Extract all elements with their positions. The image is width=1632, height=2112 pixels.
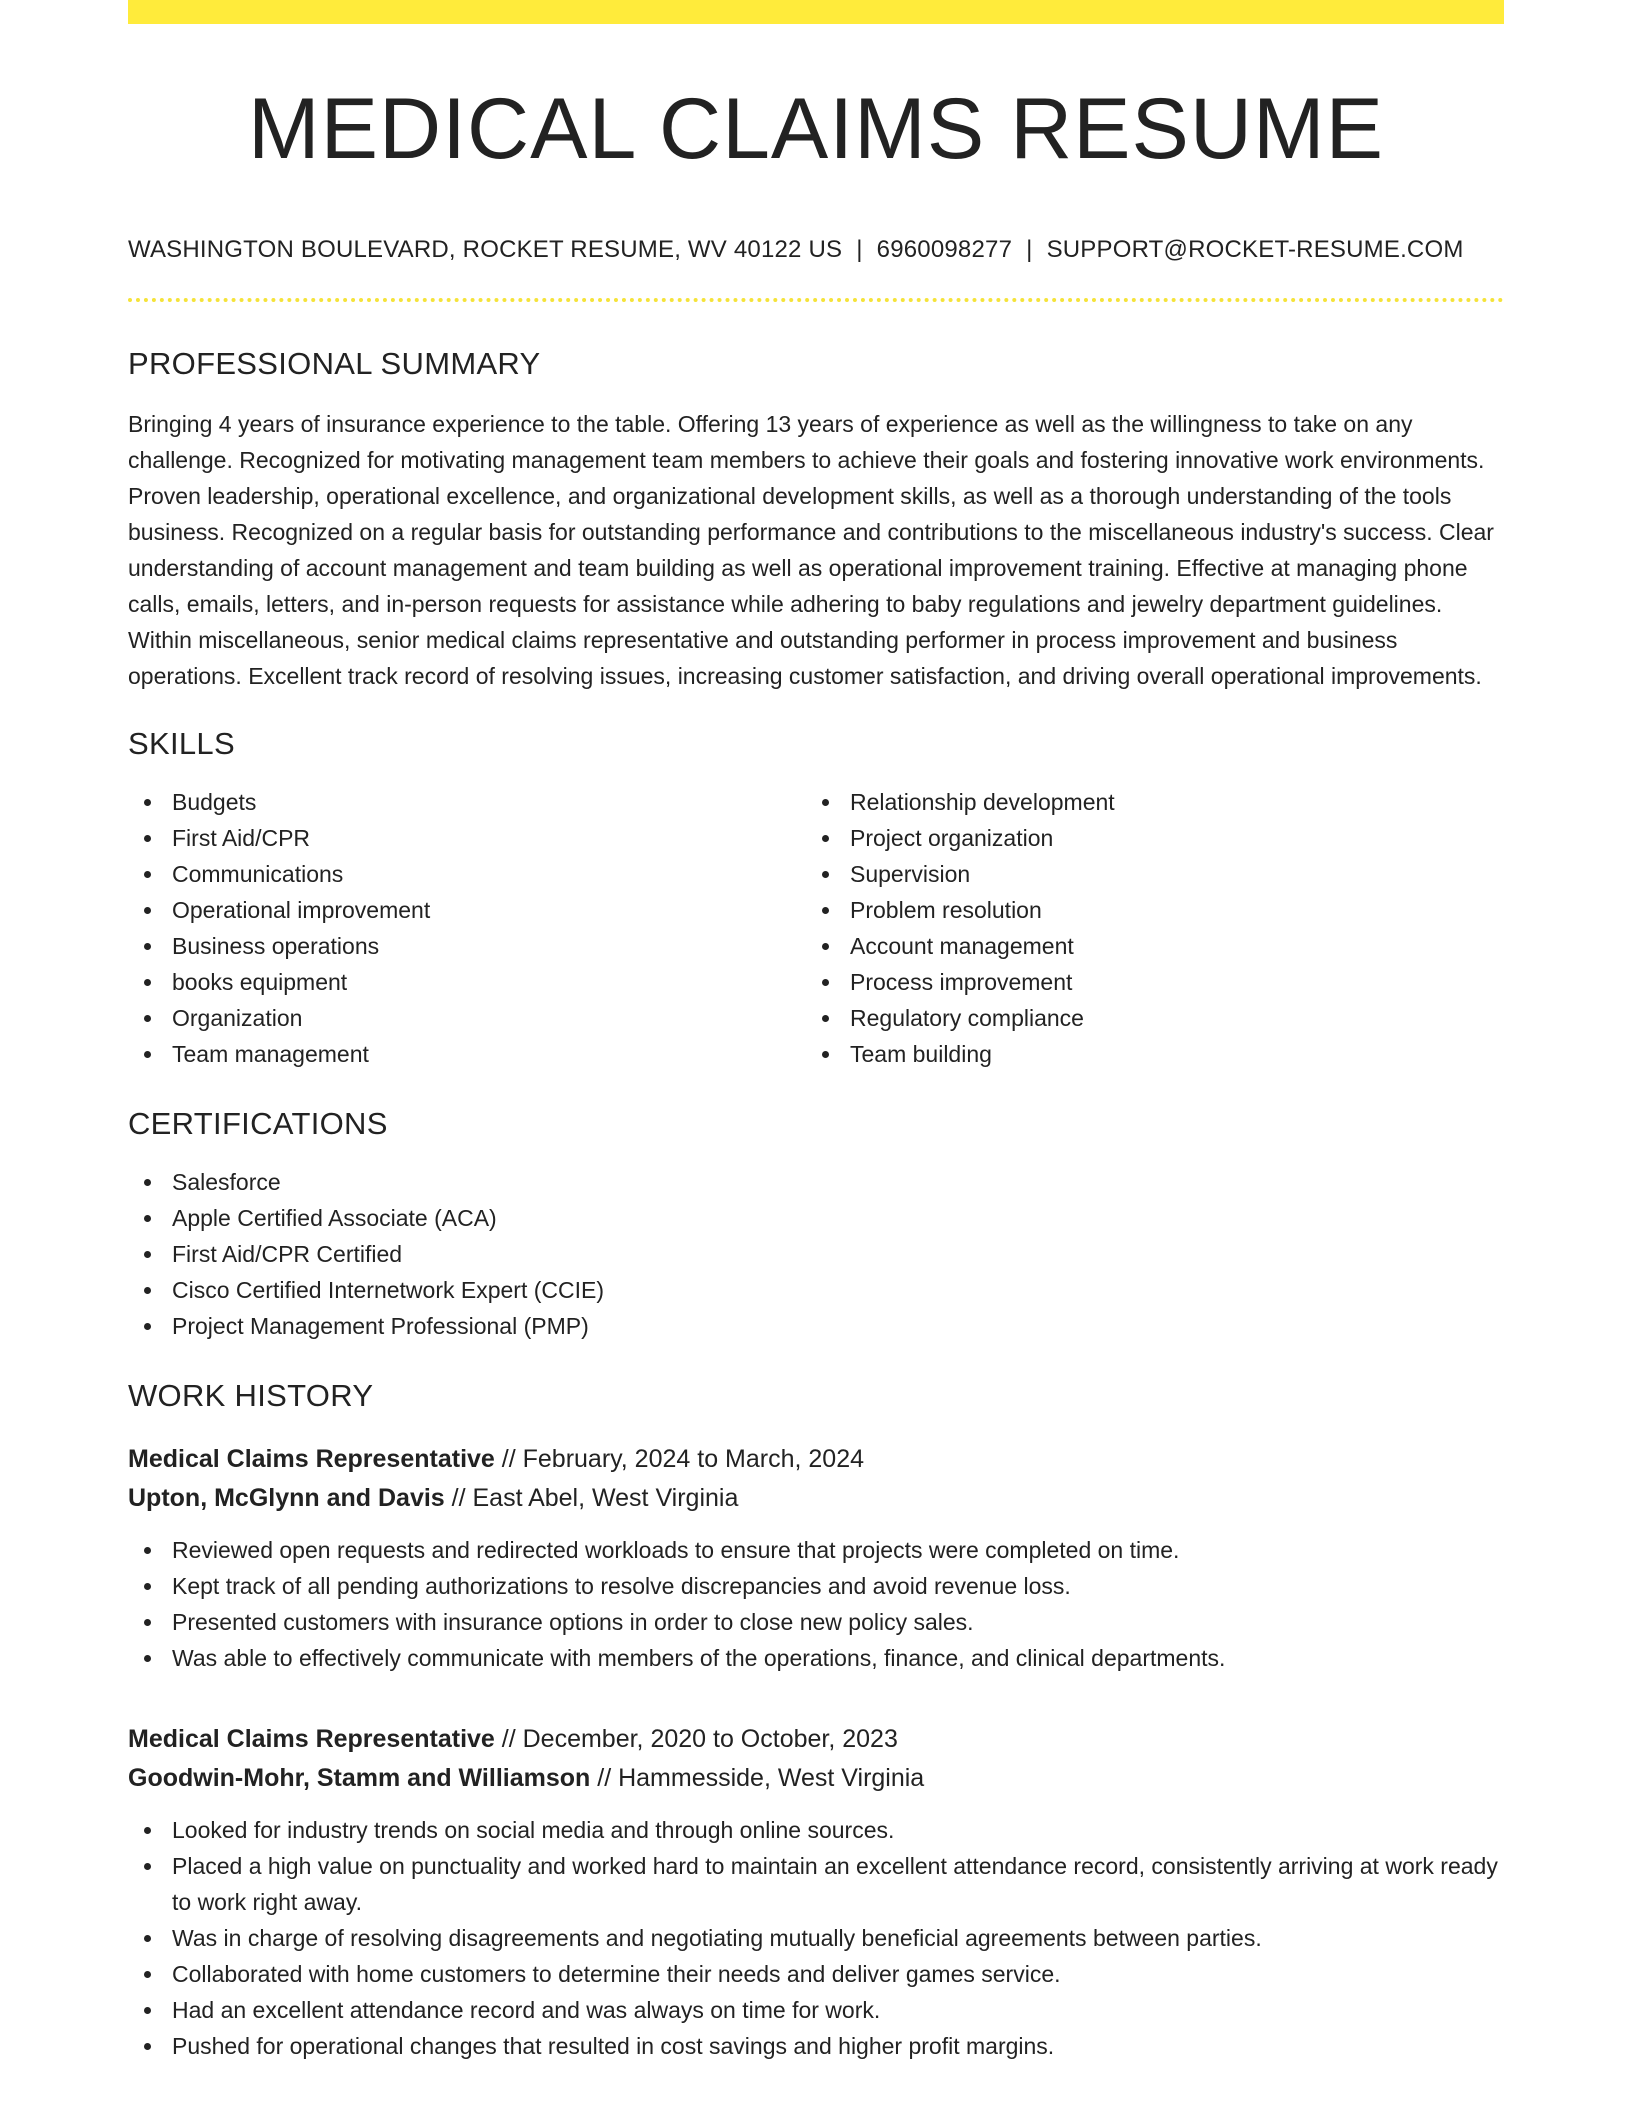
job-dates: // December, 2020 to October, 2023 — [494, 1725, 898, 1754]
job-bullet: Looked for industry trends on social media and through online sources. — [128, 1812, 1504, 1848]
skill-item: Relationship development — [806, 784, 1484, 820]
skill-item: Team building — [806, 1036, 1484, 1072]
job-entry — [128, 1720, 1504, 2064]
job-bullet: Kept track of all pending authorizations to resolve discrepancies and avoid revenue loss. — [128, 1568, 1504, 1604]
skill-item: Operational improvement — [128, 892, 806, 928]
certification-item: Cisco Certified Internetwork Expert (CCIE) — [128, 1272, 1504, 1308]
skill-item: Budgets — [128, 784, 806, 820]
job-location: // East Abel, West Virginia — [444, 1484, 739, 1513]
job-company: Upton, McGlynn and Davis — [128, 1484, 445, 1513]
summary-text: Bringing 4 years of insurance experience to the table. Offering 13 years of experience as well as the willingness to take on any challenge. Recognized for motivating management team members to achieve their goals and fostering innovative work environments. Proven leadership, operational excellence, and organizational development skills, as well as a thorough understanding of the tools business. Recognized on a regular basis for outstanding performance and contributions to the miscellaneous industry's success. Clear understanding of account management and team building as well as operational improvement training. Effective at managing phone calls, emails, letters, and in-person requests for assistance while adhering to baby regulations and jewelry department guidelines. Within miscellaneous, senior medical claims representative and outstanding performer in process improvement and business operations. Excellent track record of resolving issues, increasing customer satisfaction, and driving overall operational improvements. — [128, 411, 1494, 690]
job-bullet: Was able to effectively communicate with members of the operations, finance, and clinical departments. — [128, 1640, 1504, 1676]
job-company-line — [128, 1759, 1504, 1798]
contact-email: SUPPORT@ROCKET-RESUME.COM — [1046, 236, 1464, 264]
skills-heading: SKILLS — [128, 726, 235, 762]
certification-item: Apple Certified Associate (ACA) — [128, 1200, 1504, 1236]
skill-item: Regulatory compliance — [806, 1000, 1484, 1036]
job-bullet: Collaborated with home customers to determine their needs and deliver games service. — [128, 1956, 1504, 1992]
skill-item: Project organization — [806, 820, 1484, 856]
job-location: // Hammesside, West Virginia — [590, 1764, 925, 1793]
resume-title: MEDICAL CLAIMS RESUME — [247, 81, 1385, 177]
skill-item: Supervision — [806, 856, 1484, 892]
contact-phone: 6960098277 — [876, 236, 1013, 264]
top-accent-bar — [128, 0, 1504, 24]
certification-item: Salesforce — [128, 1164, 1504, 1200]
summary-heading: PROFESSIONAL SUMMARY — [128, 346, 541, 382]
certifications-heading: CERTIFICATIONS — [128, 1106, 388, 1142]
job-bullets — [128, 1812, 1504, 2064]
certification-item: Project Management Professional (PMP) — [128, 1308, 1504, 1344]
resume-page — [128, 0, 1504, 2064]
job-title: Medical Claims Representative — [128, 1725, 495, 1754]
job-dates: // February, 2024 to March, 2024 — [494, 1445, 865, 1474]
job-company: Goodwin-Mohr, Stamm and Williamson — [128, 1764, 591, 1793]
skill-item: First Aid/CPR — [128, 820, 806, 856]
job-title-line — [128, 1440, 1504, 1479]
work-history-heading: WORK HISTORY — [128, 1378, 374, 1414]
certifications-list — [128, 1164, 1504, 1344]
skill-item: Communications — [128, 856, 806, 892]
skill-item: Problem resolution — [806, 892, 1484, 928]
contact-address: WASHINGTON BOULEVARD, ROCKET RESUME, WV 40122 US — [128, 236, 843, 264]
skill-item: Organization — [128, 1000, 806, 1036]
job-title: Medical Claims Representative — [128, 1445, 495, 1474]
certification-item: First Aid/CPR Certified — [128, 1236, 1504, 1272]
job-company-line — [128, 1479, 1504, 1518]
job-bullet: Reviewed open requests and redirected workloads to ensure that projects were completed on time. — [128, 1532, 1504, 1568]
job-bullet: Presented customers with insurance options in order to close new policy sales. — [128, 1604, 1504, 1640]
skill-item: Process improvement — [806, 964, 1484, 1000]
skill-item: Account management — [806, 928, 1484, 964]
job-bullet: Had an excellent attendance record and was always on time for work. — [128, 1992, 1504, 2028]
skills-list-left — [128, 784, 806, 1072]
job-entry — [128, 1440, 1504, 1676]
dotted-divider — [128, 298, 1504, 302]
job-bullet: Was in charge of resolving disagreements and negotiating mutually beneficial agreements between parties. — [128, 1920, 1504, 1956]
skill-item: books equipment — [128, 964, 806, 1000]
skills-columns — [128, 784, 1504, 1072]
contact-separator: | — [856, 236, 863, 264]
skill-item: Team management — [128, 1036, 806, 1072]
contact-separator: | — [1026, 236, 1033, 264]
job-title-line — [128, 1720, 1504, 1759]
job-bullet: Pushed for operational changes that resulted in cost savings and higher profit margins. — [128, 2028, 1504, 2064]
job-bullet: Placed a high value on punctuality and worked hard to maintain an excellent attendance record, consistently arriving at work ready to work right away. — [128, 1848, 1504, 1920]
job-bullets — [128, 1532, 1504, 1676]
skill-item: Business operations — [128, 928, 806, 964]
contact-line — [128, 236, 1504, 264]
skills-list-right — [806, 784, 1484, 1072]
